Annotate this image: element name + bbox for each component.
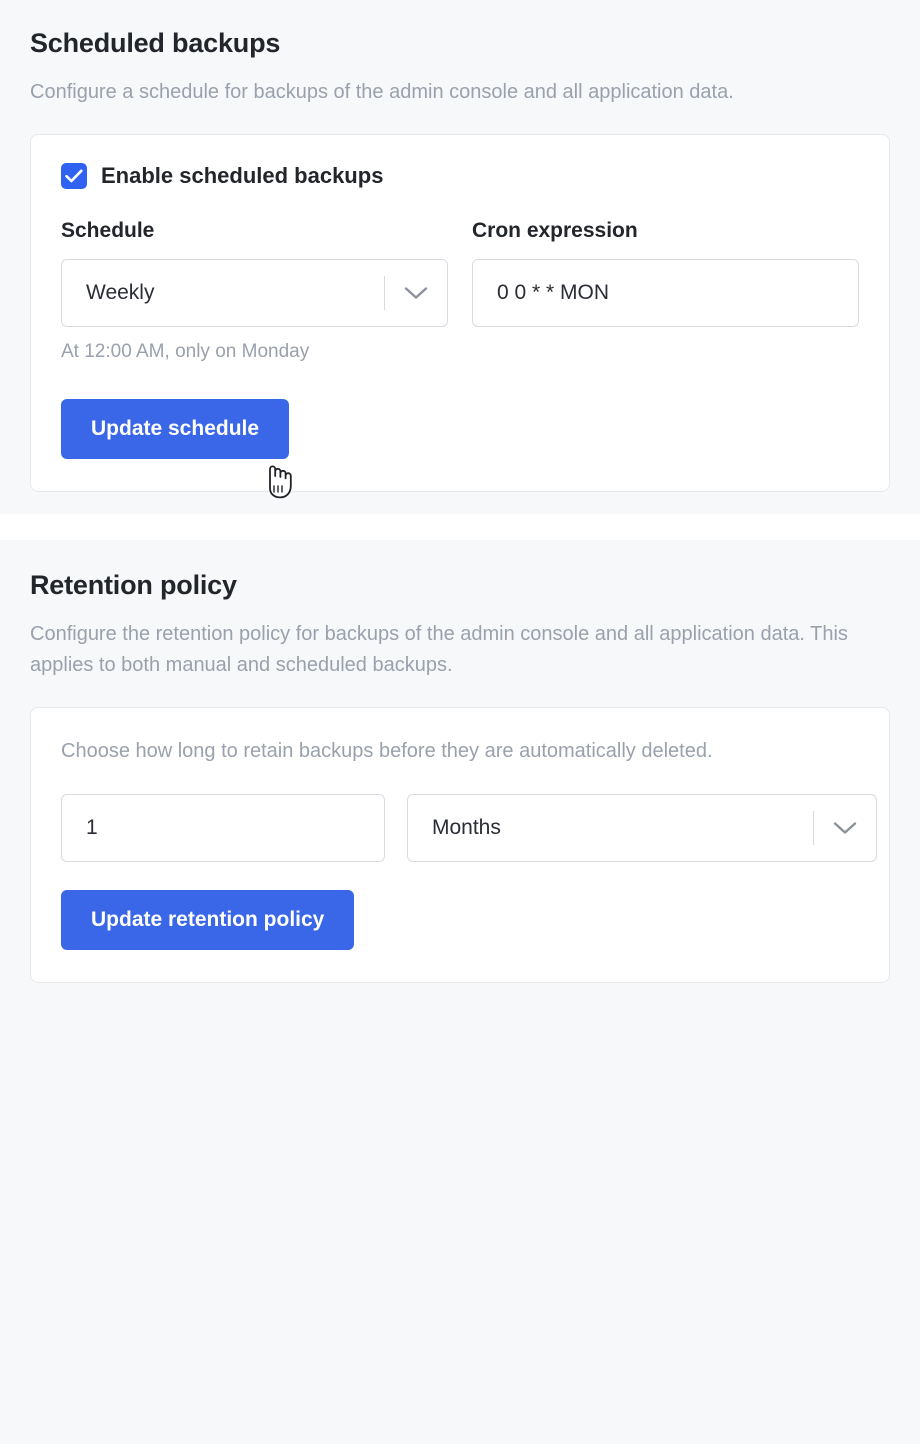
- retention-amount-input[interactable]: [61, 794, 385, 862]
- checkbox-checked-icon[interactable]: [61, 163, 87, 189]
- section-divider: [0, 514, 920, 540]
- cron-helper-text: At 12:00 AM, only on Monday: [61, 341, 310, 362]
- update-retention-button-wrap: [61, 890, 859, 950]
- chevron-down-icon[interactable]: [814, 820, 876, 836]
- enable-scheduled-backups-label: Enable scheduled backups: [101, 163, 384, 188]
- scheduled-backups-section: [0, 0, 920, 514]
- scheduled-backups-description: Configure a schedule for backups of the admin console and all application data.: [30, 81, 734, 103]
- retention-amount-value: 1: [86, 816, 98, 839]
- retention-policy-description: Configure the retention policy for backups of the admin console and all application data. This applies to both manual and scheduled backups.: [30, 623, 848, 676]
- page-title: Scheduled backups: [30, 28, 281, 58]
- update-retention-policy-button[interactable]: Update retention policy: [61, 890, 354, 950]
- retention-policy-section: [0, 540, 920, 1013]
- retention-card-description: Choose how long to retain backups before they are automatically deleted.: [61, 740, 713, 762]
- retention-policy-title: Retention policy: [30, 570, 237, 600]
- retention-fields-row: [61, 794, 859, 862]
- schedule-select[interactable]: [61, 259, 448, 327]
- retention-unit-value: Months: [432, 816, 501, 839]
- cron-expression-input[interactable]: [472, 259, 859, 327]
- retention-policy-card: [30, 707, 890, 983]
- cron-expression-field: [472, 219, 859, 327]
- retention-unit-select[interactable]: [407, 794, 877, 862]
- cron-expression-label: Cron expression: [472, 219, 638, 242]
- update-schedule-button[interactable]: Update schedule: [61, 399, 289, 459]
- schedule-select-value: Weekly: [86, 281, 155, 304]
- mouse-cursor-icon: [261, 459, 295, 499]
- schedule-field: [61, 219, 448, 363]
- scheduled-backups-card: [30, 134, 890, 492]
- schedule-field-label: Schedule: [61, 219, 155, 242]
- enable-scheduled-backups-row[interactable]: [61, 163, 859, 189]
- schedule-fields-row: [61, 219, 859, 363]
- chevron-down-icon[interactable]: [385, 285, 447, 301]
- update-schedule-button-wrap: [61, 399, 859, 459]
- cron-expression-value: 0 0 * * MON: [497, 281, 610, 304]
